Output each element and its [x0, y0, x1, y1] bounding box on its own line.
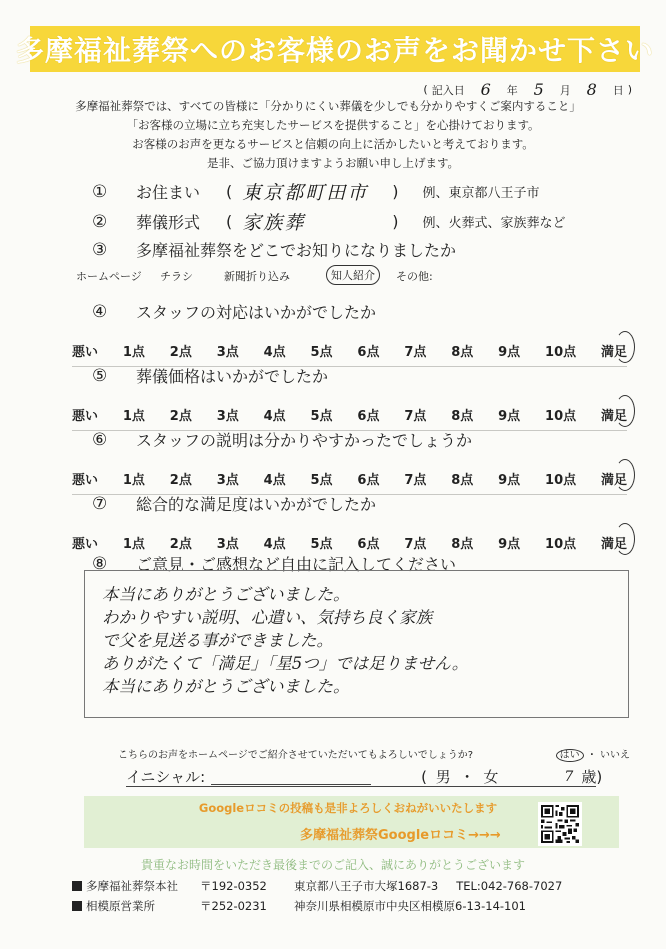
comment-line: ありがたくて「満足」「星5つ」では足りません。 — [102, 654, 469, 673]
comment-line: 本当にありがとうございました。 — [102, 677, 350, 696]
consent-no[interactable]: いいえ — [600, 750, 630, 761]
source-option-newspaper[interactable]: 新聞折り込み — [224, 270, 290, 283]
scale-point[interactable]: 1点 — [122, 537, 145, 552]
rating-question: 葬儀価格はいかがでしたか — [136, 367, 329, 386]
scale-point[interactable]: 9点 — [498, 345, 521, 360]
funeral-type-answer[interactable]: 家族葬 — [242, 212, 306, 234]
scale-point[interactable]: 5点 — [310, 409, 333, 424]
initial-field[interactable] — [211, 769, 371, 785]
scale-point[interactable]: 10点 — [545, 409, 577, 424]
scale-point[interactable]: 10点 — [545, 537, 577, 552]
intro-text — [0, 97, 666, 173]
question-funeral-type: ② 葬儀形式 ( 家族葬 ) 例、火葬式、家族葬など — [92, 208, 566, 235]
page-title: 多摩福祉葬祭へのお客様のお声をお聞かせ下さい — [16, 34, 655, 67]
office-zip: 〒192-0352 — [200, 879, 267, 893]
scale-high-selected[interactable]: 満足 — [601, 405, 627, 424]
date-month: 5 — [533, 80, 544, 99]
rating-scale — [72, 469, 627, 488]
google-review-link[interactable]: 多摩福祉葬祭Googleロコミ→→→ — [300, 828, 501, 843]
source-option-other[interactable]: その他: — [396, 270, 433, 283]
scale-point[interactable]: 3点 — [216, 345, 239, 360]
scale-point[interactable]: 3点 — [216, 537, 239, 552]
initial-row — [126, 766, 626, 787]
initial-underline — [126, 786, 596, 787]
scale-point[interactable]: 5点 — [310, 345, 333, 360]
funeral-type-label: 葬儀形式 — [136, 213, 201, 232]
office-zip: 〒252-0231 — [200, 899, 267, 913]
scale-point[interactable]: 1点 — [122, 345, 145, 360]
scale-point[interactable]: 6点 — [357, 537, 380, 552]
bullet-square-icon — [72, 881, 82, 891]
scale-point[interactable]: 6点 — [357, 473, 380, 488]
scale-high-selected[interactable]: 満足 — [601, 341, 627, 360]
funeral-type-example: 例、火葬式、家族葬など — [422, 216, 566, 231]
scale-point[interactable]: 2点 — [169, 473, 192, 488]
rating-staff-response: ④ スタッフの対応はいかがでしたか 悪い 1点 2点 3点 4点 5点 6点 7点 8点 9点 10点 満足 — [72, 300, 632, 367]
scale-point[interactable]: 4点 — [263, 473, 286, 488]
scale-point[interactable]: 8点 — [451, 537, 474, 552]
scale-low[interactable]: 悪い — [72, 345, 99, 360]
gender-options: ( 男 ・ 女 — [421, 768, 501, 786]
scale-point[interactable]: 1点 — [122, 473, 145, 488]
scale-point[interactable]: 8点 — [451, 345, 474, 360]
age-value[interactable]: 7 — [564, 768, 574, 785]
consent-question: こちらのお声をホームページでご紹介させていただいてもよろしいでしょうか? — [118, 750, 474, 761]
comment-label: ご意見・ご感想など自由に記入してください — [136, 555, 457, 574]
rating-staff-explanation: ⑥ スタッフの説明は分かりやすかったでしょうか 悪い 1点 2点 3点 4点 5点 6点 7点 8点 9点 10点 満足 — [72, 428, 632, 495]
comment-question: ⑧ ご意見・ご感想など自由に記入してください — [92, 553, 457, 574]
scale-point[interactable]: 6点 — [357, 409, 380, 424]
source-option-homepage[interactable]: ホームページ — [76, 270, 142, 283]
scale-point[interactable]: 7点 — [404, 473, 427, 488]
thank-you-message: 貴重なお時間をいただき最後までのご記入、誠にありがとうございます — [140, 858, 525, 872]
office-name: 多摩福祉葬祭本社 — [86, 879, 178, 893]
age-label: 歳) — [581, 768, 603, 786]
rating-question: スタッフの説明は分かりやすかったでしょうか — [136, 431, 473, 450]
rating-scale — [72, 533, 627, 552]
google-review-request: Googleロコミの投稿も是非よろしくおねがいいたします — [198, 801, 498, 815]
source-option-flyer[interactable]: チラシ — [160, 270, 193, 283]
scale-point[interactable]: 4点 — [263, 345, 286, 360]
scale-point[interactable]: 10点 — [545, 473, 577, 488]
rating-scale — [72, 341, 627, 360]
source-options — [76, 268, 433, 285]
scale-point[interactable]: 7点 — [404, 537, 427, 552]
intro-line: 「お客様の立場に立ち充実したサービスを提供すること」を心掛けております。 — [126, 118, 540, 132]
rating-overall: ⑦ 総合的な満足度はいかがでしたか 悪い 1点 2点 3点 4点 5点 6点 7点 8点 9点 10点 満足 — [72, 493, 627, 552]
office-address: 東京都八王子市大塚1687-3 — [294, 879, 439, 893]
date-label: 記入日 — [431, 83, 465, 97]
consent-yes[interactable]: はい — [556, 749, 584, 762]
rating-question: スタッフの対応はいかがでしたか — [136, 303, 377, 322]
intro-line: 是非、ご協力頂けますようお願い申し上げます。 — [206, 156, 460, 170]
office-sagamihara — [72, 898, 526, 914]
scale-point[interactable]: 9点 — [498, 537, 521, 552]
scale-point[interactable]: 4点 — [263, 537, 286, 552]
scale-point[interactable]: 4点 — [263, 409, 286, 424]
scale-point[interactable]: 2点 — [169, 537, 192, 552]
scale-high-selected[interactable]: 満足 — [601, 533, 627, 552]
scale-point[interactable]: 9点 — [498, 473, 521, 488]
title-banner — [16, 26, 655, 72]
source-label: 多摩福祉葬祭をどこでお知りになりましたか — [136, 241, 457, 260]
scale-point[interactable]: 5点 — [310, 537, 333, 552]
homepage-consent: こちらのお声をホームページでご紹介させていただいてもよろしいでしょうか? はい ・ いいえ — [118, 746, 638, 761]
date-day: 8 — [586, 80, 597, 99]
office-tel[interactable]: TEL:042-768-7027 — [456, 879, 563, 893]
rating-scale — [72, 405, 627, 424]
scale-point[interactable]: 7点 — [404, 409, 427, 424]
qr-code-icon[interactable] — [538, 802, 582, 846]
comment-line: 本当にありがとうございました。 — [102, 585, 350, 604]
scale-point[interactable]: 6点 — [357, 345, 380, 360]
scale-point[interactable]: 5点 — [310, 473, 333, 488]
gender-female[interactable]: 女 — [483, 768, 501, 786]
scale-point[interactable]: 10点 — [545, 345, 577, 360]
bullet-square-icon — [72, 901, 82, 911]
scale-low[interactable]: 悪い — [72, 537, 99, 552]
office-headquarters — [72, 878, 562, 894]
rating-funeral-price: ⑤ 葬儀価格はいかがでしたか 悪い 1点 2点 3点 4点 5点 6点 7点 8点 9点 10点 満足 — [72, 364, 632, 431]
question-residence: ① お住まい ( 東京都町田市 ) 例、東京都八王子市 — [92, 178, 540, 205]
scale-point[interactable]: 7点 — [404, 345, 427, 360]
residence-label: お住まい — [136, 183, 201, 202]
residence-answer[interactable]: 東京都町田市 — [242, 182, 369, 204]
scale-low[interactable]: 悪い — [72, 409, 99, 424]
entry-date: ( 記入日 6 年 5 月 8 日 ) — [423, 80, 632, 99]
date-year: 6 — [480, 80, 491, 99]
scale-point[interactable]: 8点 — [451, 409, 474, 424]
residence-example: 例、東京都八王子市 — [422, 186, 540, 201]
scale-point[interactable]: 2点 — [169, 345, 192, 360]
initial-label: イニシャル: — [126, 768, 206, 786]
scale-point[interactable]: 8点 — [451, 473, 474, 488]
scale-point[interactable]: 1点 — [122, 409, 145, 424]
office-name: 相模原営業所 — [86, 899, 155, 913]
scale-high-selected[interactable]: 満足 — [601, 469, 627, 488]
comment-line: で父を見送る事ができました。 — [102, 631, 333, 650]
source-option-referral[interactable]: 知人紹介 — [326, 265, 380, 285]
office-address: 神奈川県相模原市中央区相模原6-13-14-101 — [294, 899, 526, 913]
rating-question: 総合的な満足度はいかがでしたか — [136, 495, 377, 514]
scale-point[interactable]: 3点 — [216, 409, 239, 424]
intro-line: 多摩福祉葬祭では、すべての皆様に「分かりにくい葬儀を少しでも分かりやすくご案内すること」 — [75, 99, 581, 113]
scale-point[interactable]: 2点 — [169, 409, 192, 424]
question-source: ③ 多摩福祉葬祭をどこでお知りになりましたか — [92, 239, 457, 260]
scale-point[interactable]: 3点 — [216, 473, 239, 488]
intro-line: お客様のお声を更なるサービスと信頼の向上に活かしたいと考えております。 — [132, 137, 534, 151]
comment-text — [102, 583, 622, 698]
scale-point[interactable]: 9点 — [498, 409, 521, 424]
comment-line: わかりやすい説明、心遣い、気持ち良く家族 — [102, 608, 432, 627]
gender-male[interactable]: 男 — [435, 768, 453, 786]
scale-low[interactable]: 悪い — [72, 473, 99, 488]
